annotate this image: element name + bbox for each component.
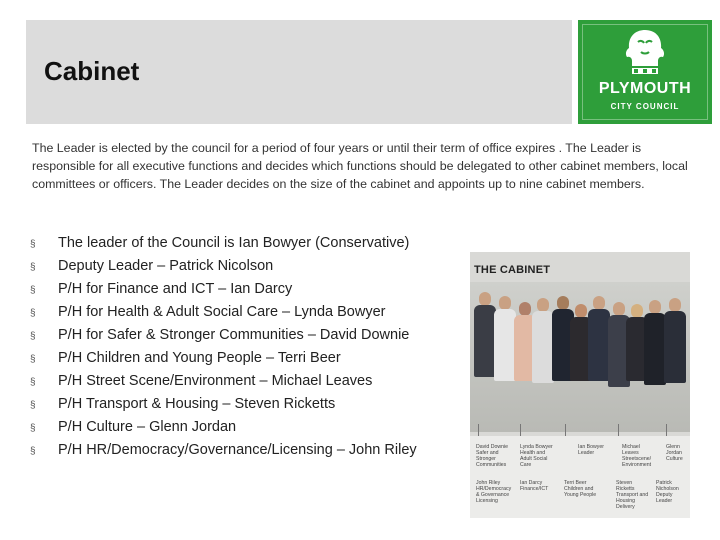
photo-caption: Terri Beer Children and Young People	[564, 480, 597, 498]
photo-caption: Ian Bowyer Leader	[578, 444, 604, 456]
bullet-marker: §	[30, 285, 36, 296]
list-item-text: P/H Children and Young People – Terri Beer	[58, 350, 341, 366]
bullet-marker: §	[30, 262, 36, 273]
photo-caption: Lynda Bowyer Health and Adult Social Care	[520, 444, 553, 468]
list-item-text: P/H Culture – Glenn Jordan	[58, 419, 237, 435]
list-item-text: P/H Transport & Housing – Steven Ricketts	[58, 396, 336, 412]
list-item	[30, 301, 417, 324]
list-item-text: The leader of the Council is Ian Bowyer (Conservative)	[58, 235, 410, 251]
bullet-marker: §	[30, 239, 36, 250]
bullet-marker: §	[30, 400, 36, 411]
photo-caption: John Riley HR/Democracy & Governance Licensing	[476, 480, 512, 504]
cabinet-member-list	[30, 232, 417, 462]
logo-subtitle: CITY COUNCIL	[610, 102, 680, 111]
cabinet-photo	[470, 252, 690, 518]
photo-caption: Ian Darcy Finance/ICT	[520, 480, 549, 492]
bullet-marker: §	[30, 377, 36, 388]
bullet-marker: §	[30, 354, 36, 365]
photo-caption: Patrick Nicholson Deputy Leader	[656, 480, 679, 504]
photo-title: THE CABINET	[474, 264, 551, 276]
plymouth-logo	[578, 20, 712, 124]
list-item-text: P/H Street Scene/Environment – Michael Leaves	[58, 373, 373, 389]
list-item	[30, 278, 417, 301]
list-item-text: Deputy Leader – Patrick Nicolson	[58, 258, 274, 274]
list-item-text: P/H for Health & Adult Social Care – Lynda Bowyer	[58, 304, 386, 320]
list-item-text: P/H HR/Democracy/Governance/Licensing – John Riley	[58, 442, 417, 458]
bullet-marker: §	[30, 308, 36, 319]
list-item	[30, 439, 417, 462]
photo-caption: David Downie Safer and Stronger Communities	[476, 444, 509, 468]
logo-name: PLYMOUTH	[598, 80, 692, 97]
photo-caption: Steven Ricketts Transport and Housing Delivery	[616, 480, 649, 510]
photo-caption: Glenn Jordan Culture	[666, 444, 683, 462]
list-item	[30, 324, 417, 347]
list-item	[30, 347, 417, 370]
list-item	[30, 393, 417, 416]
bullet-marker: §	[30, 446, 36, 457]
list-item	[30, 370, 417, 393]
list-item	[30, 255, 417, 278]
bullet-marker: §	[30, 423, 36, 434]
intro-paragraph: The Leader is elected by the council for a period of four years or until their term of office expires . The Leader is responsible for all executive functions and decides which functions should be delegated to other cabinet members, local committees or officers. The Leader decides on the size of the cabinet and appoints up to nine cabinet members.	[32, 141, 688, 191]
photo-captions	[470, 436, 690, 518]
list-item	[30, 232, 417, 255]
list-item	[30, 416, 417, 439]
bullet-marker: §	[30, 331, 36, 342]
list-item-text: P/H for Safer & Stronger Communities – David Downie	[58, 327, 410, 343]
list-item-text: P/H for Finance and ICT – Ian Darcy	[58, 281, 293, 297]
lion-crest-icon	[618, 26, 672, 78]
slide-title: Cabinet	[44, 56, 140, 86]
photo-caption: Michael Leaves Streetscene/ Environment	[622, 444, 652, 468]
